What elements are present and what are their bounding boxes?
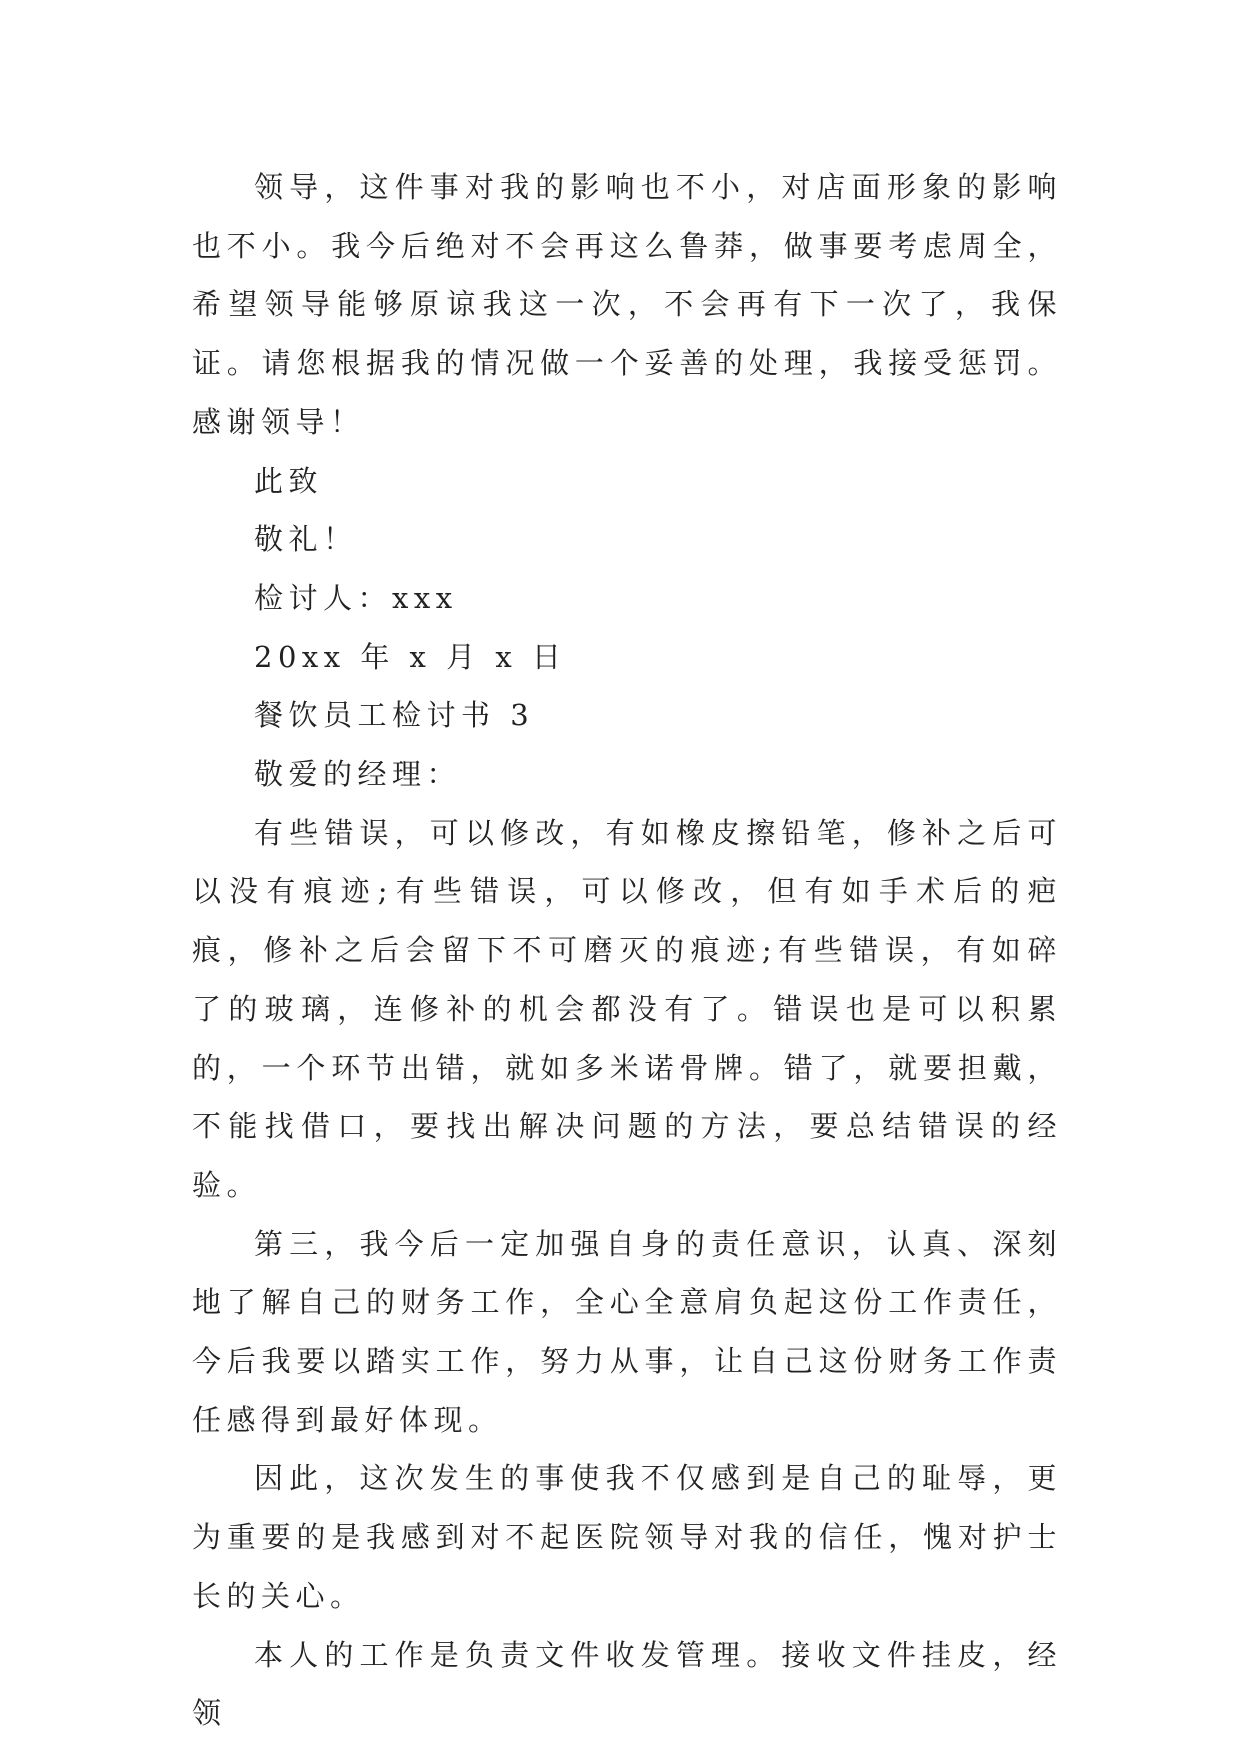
section-title: 餐饮员工检讨书 3 bbox=[254, 698, 535, 733]
paragraph-shame: 因此，这次发生的事使我不仅感到是自己的耻辱，更为重要的是我感到对不起医院领导对我的信任，愧对护士长的关心。 bbox=[192, 1461, 1062, 1613]
paragraph-duties: 本人的工作是负责文件收发管理。接收文件挂皮，经领 bbox=[192, 1637, 1062, 1731]
date-line: 20xx 年 x 月 x 日 bbox=[254, 639, 567, 674]
paragraph-apology-closing: 领导，这件事对我的影响也不小，对店面形象的影响也不小。我今后绝对不会再这么鲁莽，做事要考虑周全，希望领导能够原谅我这一次，不会再有下一次了，我保证。请您根据我的情况做一个妥善的处理，我接受惩罚。感谢领导！ bbox=[192, 170, 1062, 439]
paragraph-responsibility: 第三，我今后一定加强自身的责任意识，认真、深刻地了解自己的财务工作，全心全意肩负起这份工作责任，今后我要以踏实工作，努力从事，让自己这份财务工作责任感得到最好体现。 bbox=[192, 1226, 1062, 1437]
paragraph-mistakes: 有些错误，可以修改，有如橡皮擦铅笔，修补之后可以没有痕迹;有些错误，可以修改，但有如手术后的疤痕，修补之后会留下不可磨灭的痕迹;有些错误，有如碎了的玻璃，连修补的机会都没有了。错误也是可以积累的，一个环节出错，就如多米诺骨牌。错了，就要担戴，不能找借口，要找出解决问题的方法，要总结错误的经验。 bbox=[192, 815, 1062, 1202]
document-body bbox=[192, 158, 1062, 1743]
signature-line: 检讨人：xxx bbox=[254, 580, 458, 615]
closing-salutation: 此致 bbox=[254, 463, 324, 498]
closing-regards: 敬礼！ bbox=[254, 522, 358, 557]
greeting-line: 敬爱的经理： bbox=[254, 757, 462, 792]
